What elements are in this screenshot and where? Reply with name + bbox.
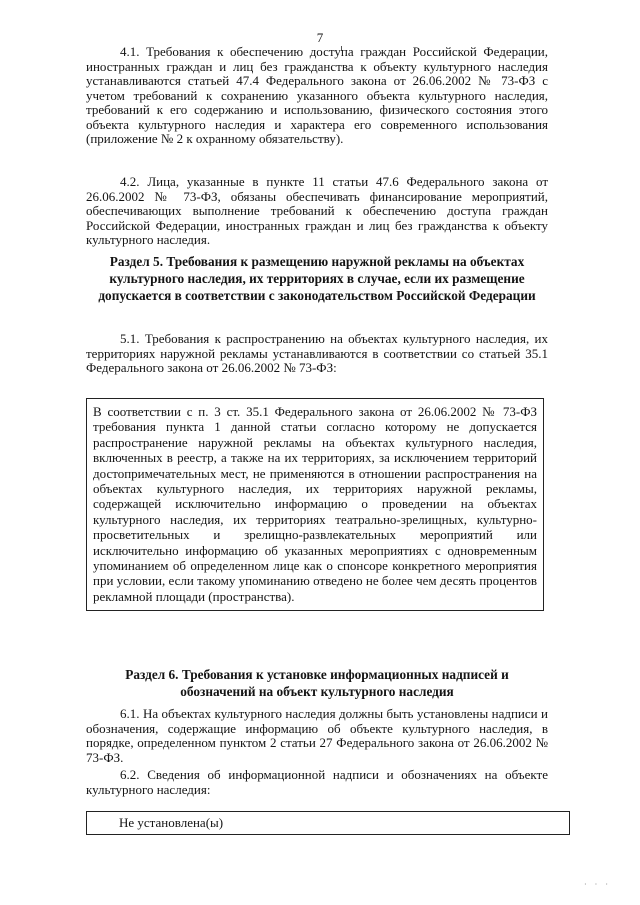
section-6-heading: Раздел 6. Требования к установке информационных надписей и обозначений на объект культурного наследия bbox=[125, 667, 509, 699]
section-5-text bbox=[86, 332, 548, 376]
section-5-heading: Раздел 5. Требования к размещению наружной рекламы на объектах культурного наследия, их территориях в случае, если их размещение допускается в соответствии с законодательством Российской Федерации bbox=[98, 254, 536, 303]
paragraph-4-2: 4.2. Лица, указанные в пункте 11 статьи 47.6 Федерального закона от 26.06.2002 № 73-ФЗ, обязаны обеспечивать финансирование мероприятий, обеспечивающих выполнение требований к обеспечению доступа граждан Российской Федерации, иностранных граждан и лиц без гражданства к объекту культурного наследия. bbox=[86, 174, 548, 247]
paragraph-6-1: 6.1. На объектах культурного наследия должны быть установлены надписи и обозначения, содержащие информацию об объекте культурного наследия, в порядке, определенном пунктом 2 статьи 27 Федерального закона от 26.06.2002 № 73-ФЗ. bbox=[86, 706, 548, 765]
page-number: 7 bbox=[316, 30, 324, 45]
scan-artifact: · · · bbox=[584, 880, 611, 889]
advertising-requirements-box bbox=[86, 398, 544, 611]
section-6-text-2 bbox=[86, 768, 548, 797]
information-signs-box bbox=[86, 811, 570, 835]
section-6-text bbox=[86, 707, 548, 765]
section-4-text-2 bbox=[86, 175, 548, 248]
advertising-requirements-text: В соответствии с п. 3 ст. 35.1 Федерального закона от 26.06.2002 № 73-ФЗ требования пункта 1 данной статьи согласно которому не допускается распространение наружной рекламы на объектах культурного наследия, включенных в реестр, а также на их территориях, за исключением территорий достопримечательных мест, не применяются в отношении распространения на объектах культурного наследия, их территориях наружной рекламы, содержащей исключительно информацию о проведении на объектах культурного наследия, их территориях театрально-зрелищных, культурно-просветительных и зрелищно-развлекательных мероприятий или исключительно информацию об указанных мероприятиях с одновременным упоминанием об определенном лице как о спонсоре конкретного мероприятия при условии, если такому упоминанию отведено не более чем десять процентов рекламной площади (пространства). bbox=[93, 404, 537, 604]
information-signs-status: Не установлена(ы) bbox=[119, 815, 224, 830]
paragraph-5-1: 5.1. Требования к распространению на объектах культурного наследия, их территориях наружной рекламы устанавливаются в соответствии со статьей 35.1 Федерального закона от 26.06.2002 № 73-ФЗ: bbox=[86, 331, 548, 375]
section-4-text bbox=[86, 45, 548, 147]
paragraph-6-2: 6.2. Сведения об информационной надписи и обозначениях на объекте культурного наследия: bbox=[86, 767, 548, 797]
paragraph-4-1: 4.1. Требования к обеспечению доступа граждан Российской Федерации, иностранных граждан и лиц без гражданства к объекту культурного наследия устанавливаются статьей 47.4 Федерального закона от 26.06.2002 № 73-ФЗ с учетом требований к сохранению указанного объекта культурного наследия, требований к его содержанию и использованию, физического состояния этого объекта культурного наследия и характера его современного использования (приложение № 2 к охранному обязательству). bbox=[86, 44, 548, 146]
